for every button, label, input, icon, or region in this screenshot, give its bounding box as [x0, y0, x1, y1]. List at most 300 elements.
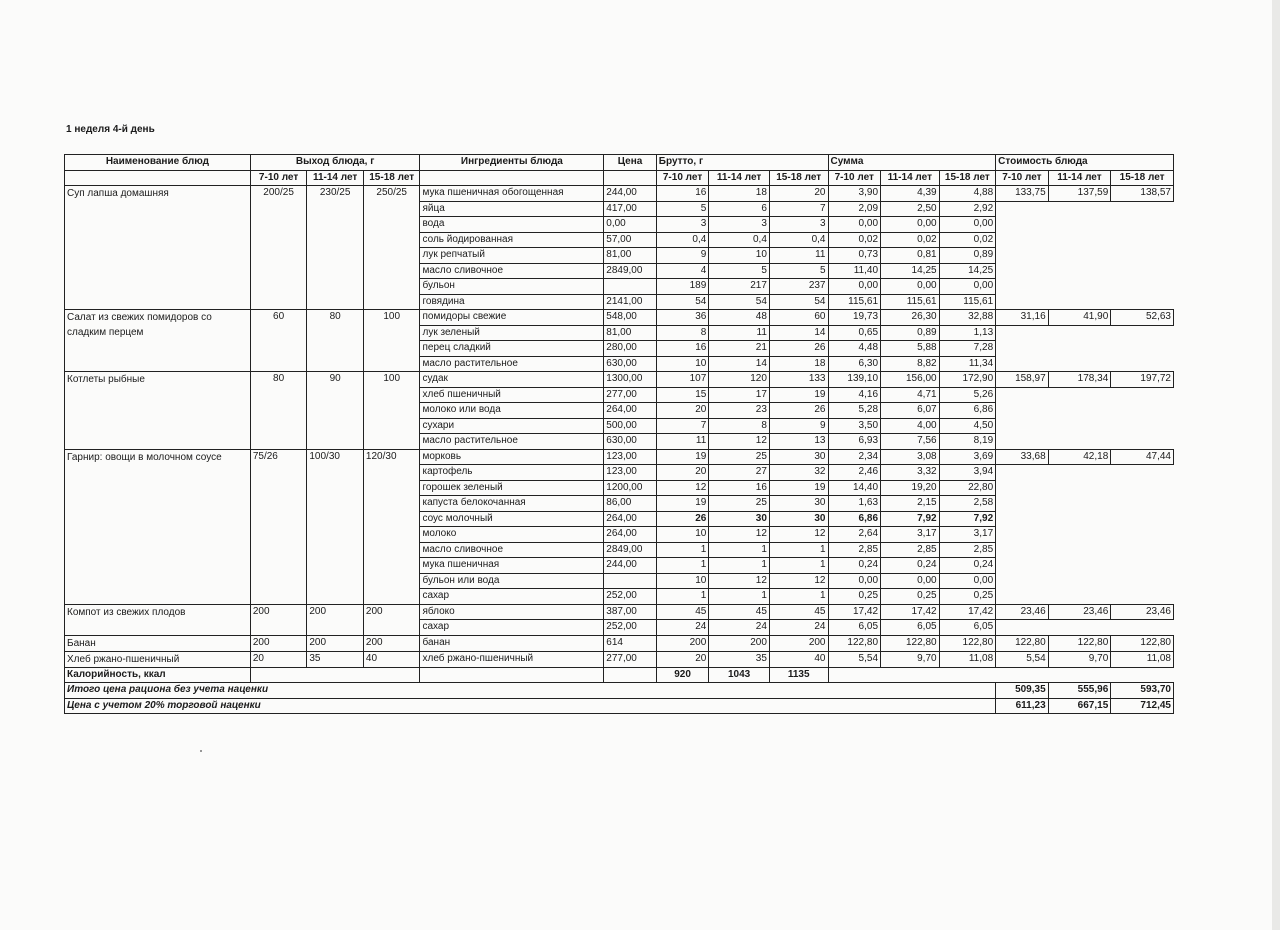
- brutto-value: 16: [656, 186, 709, 202]
- ingredient-name: масло растительное: [420, 356, 604, 372]
- sum-value: 6,30: [828, 356, 881, 372]
- ingredient-price: 500,00: [604, 418, 657, 434]
- ingredient-price: 630,00: [604, 434, 657, 450]
- sum-value: 4,88: [939, 186, 996, 202]
- sum-value: 0,65: [828, 325, 881, 341]
- age-label: 15-18 лет: [363, 170, 420, 186]
- brutto-value: 11: [656, 434, 709, 450]
- sum-value: 14,25: [939, 263, 996, 279]
- sum-value: 6,05: [881, 620, 940, 636]
- sum-value: 115,61: [939, 294, 996, 310]
- age-label: 11-14 лет: [1048, 170, 1111, 186]
- sum-value: 5,26: [939, 387, 996, 403]
- blank-cell: [420, 667, 604, 683]
- header-price: Цена: [604, 155, 657, 171]
- ingredient-name: судак: [420, 372, 604, 388]
- ingredient-price: 1200,00: [604, 480, 657, 496]
- brutto-value: 5: [656, 201, 709, 217]
- dish-cost: 137,59: [1048, 186, 1111, 202]
- dish-output: 90: [307, 372, 364, 450]
- ingredient-name: сухари: [420, 418, 604, 434]
- dish-output: 250/25: [363, 186, 420, 310]
- menu-table: [64, 154, 1174, 714]
- dish-cost: 47,44: [1111, 449, 1174, 465]
- brutto-value: 20: [656, 465, 709, 481]
- age-label: 15-18 лет: [1111, 170, 1174, 186]
- brutto-value: 19: [769, 480, 828, 496]
- sum-value: 6,86: [939, 403, 996, 419]
- brutto-value: 1: [769, 542, 828, 558]
- sum-value: 0,89: [881, 325, 940, 341]
- brutto-value: 26: [769, 341, 828, 357]
- ingredient-name: мука пшеничная: [420, 558, 604, 574]
- ingredient-name: морковь: [420, 449, 604, 465]
- ingredient-price: 277,00: [604, 651, 657, 667]
- brutto-value: 120: [709, 372, 770, 388]
- brutto-value: 200: [769, 635, 828, 651]
- brutto-value: 21: [709, 341, 770, 357]
- page-title: 1 неделя 4-й день: [66, 124, 155, 135]
- brutto-value: 3: [709, 217, 770, 233]
- ingredient-name: лук репчатый: [420, 248, 604, 264]
- dish-output: 20: [250, 651, 307, 667]
- cost-blank: [996, 201, 1174, 310]
- sum-value: 14,40: [828, 480, 881, 496]
- sum-value: 2,46: [828, 465, 881, 481]
- dish-name: Салат из свежих помидоров со сладким перцем: [65, 310, 251, 372]
- brutto-value: 0,4: [709, 232, 770, 248]
- sum-value: 2,64: [828, 527, 881, 543]
- sum-value: 2,50: [881, 201, 940, 217]
- brutto-value: 23: [709, 403, 770, 419]
- dish-cost: 23,46: [1111, 604, 1174, 620]
- calories-value: 920: [656, 667, 709, 683]
- sum-value: 0,25: [828, 589, 881, 605]
- ingredient-name: молоко: [420, 527, 604, 543]
- brutto-value: 14: [709, 356, 770, 372]
- brutto-value: 0,4: [656, 232, 709, 248]
- ingredient-row: [65, 310, 1174, 326]
- brutto-value: 54: [656, 294, 709, 310]
- dish-cost: 31,16: [996, 310, 1049, 326]
- ingredient-row: [65, 449, 1174, 465]
- sum-value: 19,20: [881, 480, 940, 496]
- ingredient-price: 252,00: [604, 589, 657, 605]
- brutto-value: 12: [656, 480, 709, 496]
- brutto-value: 12: [709, 434, 770, 450]
- brutto-value: 8: [709, 418, 770, 434]
- total-row-value: 555,96: [1048, 683, 1111, 699]
- sum-value: 6,93: [828, 434, 881, 450]
- sum-value: 3,69: [939, 449, 996, 465]
- brutto-value: 16: [656, 341, 709, 357]
- brutto-value: 133: [769, 372, 828, 388]
- dish-output: 200: [307, 604, 364, 635]
- brutto-value: 10: [656, 356, 709, 372]
- sum-value: 17,42: [881, 604, 940, 620]
- brutto-value: 10: [656, 527, 709, 543]
- dish-cost: 138,57: [1111, 186, 1174, 202]
- sum-value: 7,92: [881, 511, 940, 527]
- brutto-value: 48: [709, 310, 770, 326]
- ingredient-name: молоко или вода: [420, 403, 604, 419]
- brutto-value: 16: [709, 480, 770, 496]
- sum-value: 2,85: [828, 542, 881, 558]
- brutto-value: 24: [769, 620, 828, 636]
- brutto-value: 1: [709, 589, 770, 605]
- brutto-value: 36: [656, 310, 709, 326]
- sum-value: 19,73: [828, 310, 881, 326]
- ingredient-row: [65, 372, 1174, 388]
- ingredient-name: хлеб пшеничный: [420, 387, 604, 403]
- ingredient-name: капуста белокочанная: [420, 496, 604, 512]
- ingredient-price: 417,00: [604, 201, 657, 217]
- ingredient-price: 630,00: [604, 356, 657, 372]
- ingredient-name: сахар: [420, 589, 604, 605]
- dish-cost: 122,80: [996, 635, 1049, 651]
- calories-row: [65, 667, 1174, 683]
- sum-value: 5,88: [881, 341, 940, 357]
- ingredient-name: соус молочный: [420, 511, 604, 527]
- ingredient-row: [65, 635, 1174, 651]
- dish-name: Гарнир: овощи в молочном соусе: [65, 449, 251, 604]
- sum-value: 172,90: [939, 372, 996, 388]
- dish-output: 35: [307, 651, 364, 667]
- header-cost: Стоимость блюда: [996, 155, 1174, 171]
- brutto-value: 5: [769, 263, 828, 279]
- ingredient-name: перец сладкий: [420, 341, 604, 357]
- ingredient-price: 244,00: [604, 186, 657, 202]
- sum-value: 11,40: [828, 263, 881, 279]
- total-row-value: 593,70: [1111, 683, 1174, 699]
- brutto-value: 15: [656, 387, 709, 403]
- brutto-value: 3: [656, 217, 709, 233]
- total-row-value: 509,35: [996, 683, 1049, 699]
- sum-value: 0,25: [881, 589, 940, 605]
- sum-value: 3,50: [828, 418, 881, 434]
- ingredient-price: 548,00: [604, 310, 657, 326]
- dish-output: 200: [250, 604, 307, 635]
- ingredient-row: [65, 186, 1174, 202]
- dish-name: Хлеб ржано-пшеничный: [65, 651, 251, 667]
- age-label: 11-14 лет: [709, 170, 770, 186]
- sum-value: 8,82: [881, 356, 940, 372]
- dish-output: 120/30: [363, 449, 420, 604]
- age-label: 15-18 лет: [769, 170, 828, 186]
- sum-value: 0,00: [881, 573, 940, 589]
- ingredient-name: бульон: [420, 279, 604, 295]
- sum-value: 2,85: [939, 542, 996, 558]
- brutto-value: 30: [709, 511, 770, 527]
- dish-cost: 122,80: [1111, 635, 1174, 651]
- brutto-value: 5: [709, 263, 770, 279]
- brutto-value: 20: [656, 403, 709, 419]
- dish-cost: 23,46: [1048, 604, 1111, 620]
- ingredient-price: 387,00: [604, 604, 657, 620]
- dish-output: 40: [363, 651, 420, 667]
- sum-value: 0,00: [881, 279, 940, 295]
- sum-value: 3,94: [939, 465, 996, 481]
- dish-output: 100: [363, 372, 420, 450]
- brutto-value: 30: [769, 511, 828, 527]
- sum-value: 9,70: [881, 651, 940, 667]
- brutto-value: 12: [769, 527, 828, 543]
- calories-value: 1043: [709, 667, 770, 683]
- dish-cost: 11,08: [1111, 651, 1174, 667]
- sum-value: 2,15: [881, 496, 940, 512]
- calories-value: 1135: [769, 667, 828, 683]
- brutto-value: 237: [769, 279, 828, 295]
- brutto-value: 200: [656, 635, 709, 651]
- ingredient-name: бульон или вода: [420, 573, 604, 589]
- dish-name: Банан: [65, 635, 251, 651]
- sum-value: 6,07: [881, 403, 940, 419]
- brutto-value: 4: [656, 263, 709, 279]
- dish-output: 200: [363, 635, 420, 651]
- dish-cost: 41,90: [1048, 310, 1111, 326]
- header-row: [65, 155, 1174, 171]
- header-output: Выход блюда, г: [250, 155, 420, 171]
- sum-value: 0,02: [828, 232, 881, 248]
- sum-value: 17,42: [828, 604, 881, 620]
- brutto-value: 35: [709, 651, 770, 667]
- sum-value: 32,88: [939, 310, 996, 326]
- total-row-label: Итого цена рациона без учета наценки: [65, 683, 996, 699]
- ingredient-price: 2849,00: [604, 263, 657, 279]
- sum-value: 6,86: [828, 511, 881, 527]
- sum-value: 0,02: [881, 232, 940, 248]
- age-label: 11-14 лет: [881, 170, 940, 186]
- sum-value: 6,05: [939, 620, 996, 636]
- ingredient-name: помидоры свежие: [420, 310, 604, 326]
- sum-value: 0,00: [939, 573, 996, 589]
- dish-output: 75/26: [250, 449, 307, 604]
- brutto-value: 11: [769, 248, 828, 264]
- sum-value: 26,30: [881, 310, 940, 326]
- brutto-value: 1: [656, 589, 709, 605]
- dish-output: 80: [307, 310, 364, 372]
- brutto-value: 0,4: [769, 232, 828, 248]
- sum-value: 0,02: [939, 232, 996, 248]
- dish-output: 60: [250, 310, 307, 372]
- dish-cost: 158,97: [996, 372, 1049, 388]
- ingredient-name: хлеб ржано-пшеничный: [420, 651, 604, 667]
- total-row: [65, 683, 1174, 699]
- sum-value: 7,92: [939, 511, 996, 527]
- dish-cost: 122,80: [1048, 635, 1111, 651]
- dish-output: 200: [250, 635, 307, 651]
- dish-output: 230/25: [307, 186, 364, 310]
- brutto-value: 45: [709, 604, 770, 620]
- sum-value: 0,89: [939, 248, 996, 264]
- sum-value: 115,61: [881, 294, 940, 310]
- sum-value: 0,24: [881, 558, 940, 574]
- ingredient-name: говядина: [420, 294, 604, 310]
- ingredient-name: масло сливочное: [420, 263, 604, 279]
- sum-value: 122,80: [828, 635, 881, 651]
- brutto-value: 26: [656, 511, 709, 527]
- brutto-value: 25: [709, 449, 770, 465]
- brutto-value: 54: [709, 294, 770, 310]
- ingredient-price: 264,00: [604, 511, 657, 527]
- dish-output: 200/25: [250, 186, 307, 310]
- brutto-value: 7: [656, 418, 709, 434]
- header-ingredients: Ингредиенты блюда: [420, 155, 604, 171]
- total-markup-row: [65, 698, 1174, 714]
- sum-value: 1,13: [939, 325, 996, 341]
- brutto-value: 17: [709, 387, 770, 403]
- ingredient-name: картофель: [420, 465, 604, 481]
- sum-value: 0,24: [939, 558, 996, 574]
- sum-value: 17,42: [939, 604, 996, 620]
- total-markup-row-label: Цена с учетом 20% торговой наценки: [65, 698, 996, 714]
- sum-value: 0,24: [828, 558, 881, 574]
- brutto-value: 1: [769, 558, 828, 574]
- sum-value: 2,85: [881, 542, 940, 558]
- sum-value: 0,00: [828, 217, 881, 233]
- brutto-value: 13: [769, 434, 828, 450]
- brutto-value: 3: [769, 217, 828, 233]
- ingredient-name: масло сливочное: [420, 542, 604, 558]
- cost-blank: [996, 387, 1174, 449]
- ingredient-price: 614: [604, 635, 657, 651]
- dish-output: 100/30: [307, 449, 364, 604]
- sum-value: 0,00: [881, 217, 940, 233]
- dish-output: 200: [307, 635, 364, 651]
- sum-value: 115,61: [828, 294, 881, 310]
- sum-value: 1,63: [828, 496, 881, 512]
- ingredient-price: 123,00: [604, 465, 657, 481]
- ingredient-price: 252,00: [604, 620, 657, 636]
- brutto-value: 25: [709, 496, 770, 512]
- ingredient-price: 81,00: [604, 325, 657, 341]
- cost-blank: [996, 465, 1174, 605]
- sum-value: 2,34: [828, 449, 881, 465]
- scan-speck: [200, 750, 202, 752]
- ingredient-name: горошек зеленый: [420, 480, 604, 496]
- sum-value: 0,81: [881, 248, 940, 264]
- calories-label: Калорийность, ккал: [65, 667, 251, 683]
- cost-blank: [996, 620, 1174, 636]
- brutto-value: 6: [709, 201, 770, 217]
- header-blank: [65, 170, 251, 186]
- blank-cell: [828, 667, 1174, 683]
- brutto-value: 24: [709, 620, 770, 636]
- age-label: 7-10 лет: [996, 170, 1049, 186]
- sum-value: 6,05: [828, 620, 881, 636]
- brutto-value: 32: [769, 465, 828, 481]
- ingredient-price: 264,00: [604, 527, 657, 543]
- header-sum: Сумма: [828, 155, 996, 171]
- header-blank: [420, 170, 604, 186]
- brutto-value: 40: [769, 651, 828, 667]
- sum-value: 5,28: [828, 403, 881, 419]
- sum-value: 2,58: [939, 496, 996, 512]
- brutto-value: 45: [656, 604, 709, 620]
- sum-value: 0,00: [939, 217, 996, 233]
- brutto-value: 12: [769, 573, 828, 589]
- brutto-value: 18: [709, 186, 770, 202]
- brutto-value: 189: [656, 279, 709, 295]
- brutto-value: 12: [709, 527, 770, 543]
- blank-cell: [250, 667, 420, 683]
- brutto-value: 45: [769, 604, 828, 620]
- sum-value: 3,32: [881, 465, 940, 481]
- dish-cost: 133,75: [996, 186, 1049, 202]
- sum-value: 11,34: [939, 356, 996, 372]
- sum-value: 4,48: [828, 341, 881, 357]
- brutto-value: 200: [709, 635, 770, 651]
- ingredient-row: [65, 604, 1174, 620]
- sum-value: 139,10: [828, 372, 881, 388]
- brutto-value: 24: [656, 620, 709, 636]
- sum-value: 22,80: [939, 480, 996, 496]
- ingredient-name: яйца: [420, 201, 604, 217]
- ingredient-name: банан: [420, 635, 604, 651]
- menu-table-body: [65, 155, 1174, 714]
- ingredient-name: сахар: [420, 620, 604, 636]
- brutto-value: 26: [769, 403, 828, 419]
- sum-value: 3,17: [939, 527, 996, 543]
- sum-value: 11,08: [939, 651, 996, 667]
- sum-value: 4,71: [881, 387, 940, 403]
- ingredient-price: 81,00: [604, 248, 657, 264]
- dish-cost: 52,63: [1111, 310, 1174, 326]
- sum-value: 3,08: [881, 449, 940, 465]
- ingredient-price: 86,00: [604, 496, 657, 512]
- dish-cost: 23,46: [996, 604, 1049, 620]
- brutto-value: 12: [709, 573, 770, 589]
- dish-cost: 33,68: [996, 449, 1049, 465]
- ingredient-price: 244,00: [604, 558, 657, 574]
- brutto-value: 1: [709, 558, 770, 574]
- dish-cost: 178,34: [1048, 372, 1111, 388]
- brutto-value: 19: [769, 387, 828, 403]
- sum-value: 0,00: [828, 573, 881, 589]
- age-label: 7-10 лет: [656, 170, 709, 186]
- brutto-value: 30: [769, 449, 828, 465]
- ingredient-price: 2849,00: [604, 542, 657, 558]
- header-name: Наименование блюд: [65, 155, 251, 171]
- ingredient-price: [604, 573, 657, 589]
- brutto-value: 10: [656, 573, 709, 589]
- brutto-value: 8: [656, 325, 709, 341]
- ingredient-name: яблоко: [420, 604, 604, 620]
- total-markup-row-value: 667,15: [1048, 698, 1111, 714]
- brutto-value: 7: [769, 201, 828, 217]
- dish-output: 100: [363, 310, 420, 372]
- sum-value: 7,56: [881, 434, 940, 450]
- sum-value: 4,50: [939, 418, 996, 434]
- sum-value: 4,16: [828, 387, 881, 403]
- brutto-value: 54: [769, 294, 828, 310]
- header-brutto: Брутто, г: [656, 155, 828, 171]
- sum-value: 0,00: [828, 279, 881, 295]
- brutto-value: 30: [769, 496, 828, 512]
- dish-cost: 5,54: [996, 651, 1049, 667]
- header-blank: [604, 170, 657, 186]
- cost-blank: [996, 325, 1174, 372]
- brutto-value: 1: [656, 542, 709, 558]
- header-age-row: [65, 170, 1174, 186]
- sum-value: 8,19: [939, 434, 996, 450]
- brutto-value: 20: [769, 186, 828, 202]
- ingredient-price: 1300,00: [604, 372, 657, 388]
- sum-value: 3,90: [828, 186, 881, 202]
- sum-value: 122,80: [881, 635, 940, 651]
- brutto-value: 1: [656, 558, 709, 574]
- dish-cost: 197,72: [1111, 372, 1174, 388]
